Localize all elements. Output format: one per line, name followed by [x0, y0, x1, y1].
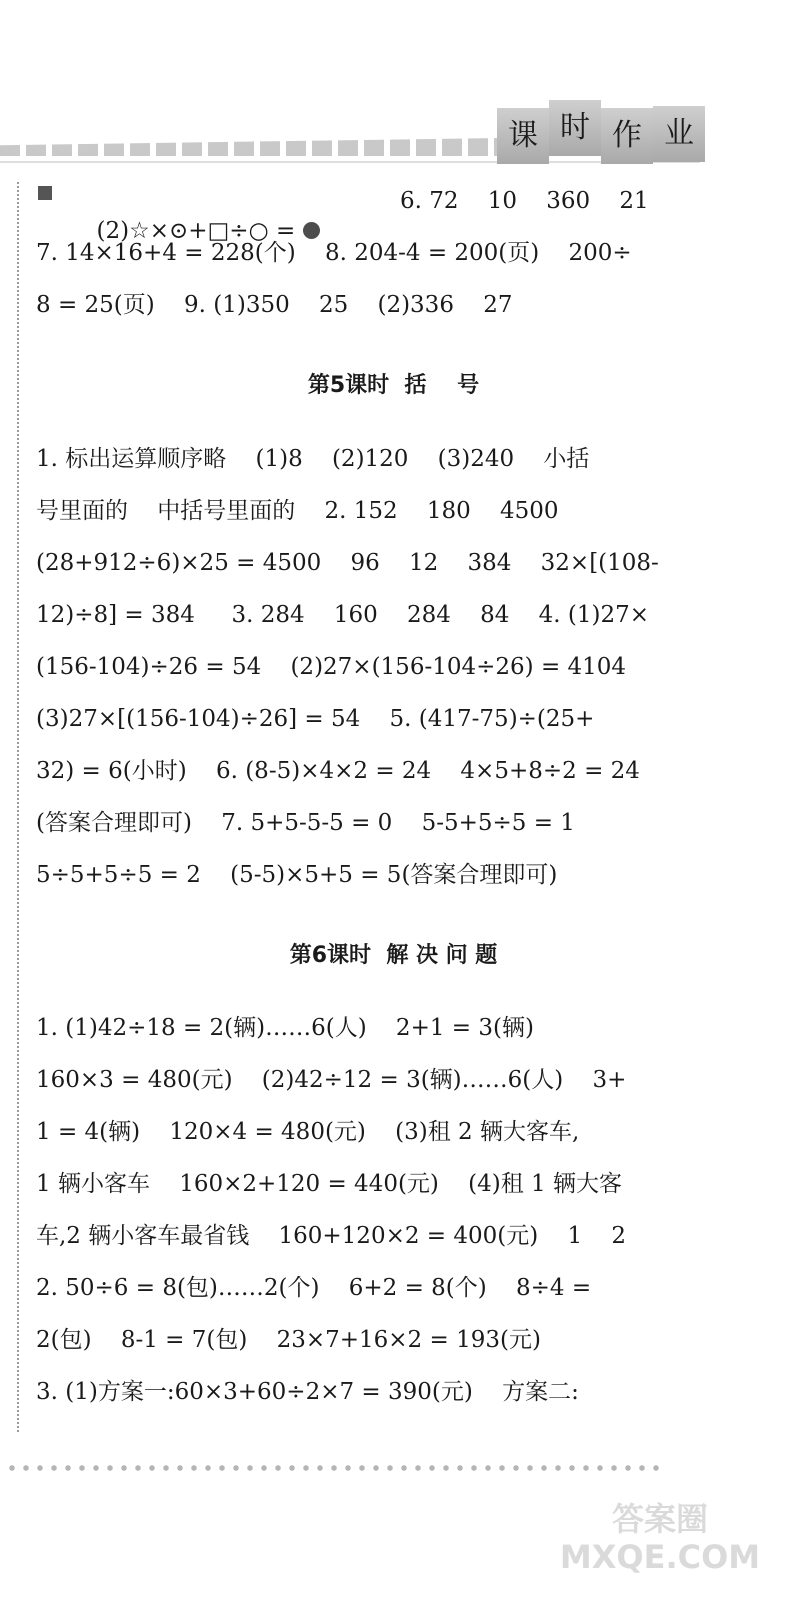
text-line: 160×3 = 480(元) (2)42÷12 = 3(辆)……6(人) 3+	[36, 1067, 627, 1093]
header-rule	[0, 161, 700, 163]
section-title: 第6课时 解 决 问 题	[289, 943, 498, 968]
text-line: (答案合理即可) 7. 5+5-5-5 = 0 5-5+5÷5 = 1	[36, 810, 575, 836]
text-line: 2. 50÷6 = 8(包)……2(个) 6+2 = 8(个) 8÷4 =	[36, 1275, 592, 1301]
text-line: 2(包) 8-1 = 7(包) 23×7+16×2 = 193(元)	[36, 1327, 541, 1353]
text-line: 8 = 25(页) 9. (1)350 25 (2)336 27	[36, 292, 513, 318]
text-line: 1. 标出运算顺序略 (1)8 (2)120 (3)240 小括	[36, 446, 590, 472]
text-line: 1 = 4(辆) 120×4 = 480(元) (3)租 2 辆大客车,	[36, 1119, 580, 1145]
black-circle-symbol	[303, 222, 320, 239]
text-line: 车,2 辆小客车最省钱 160+120×2 = 400(元) 1 2	[36, 1223, 626, 1249]
watermark-url: MXQE.COM	[559, 1538, 761, 1576]
text-line: 12)÷8] = 384 3. 284 160 284 84 4. (1)27×	[36, 602, 650, 628]
black-square-symbol	[38, 186, 52, 200]
header-tab-3: 作	[601, 108, 653, 164]
text-line: 1. (1)42÷18 = 2(辆)……6(人) 2+1 = 3(辆)	[36, 1015, 534, 1041]
text-line: 1 辆小客车 160×2+120 = 440(元) (4)租 1 辆大客	[36, 1171, 622, 1197]
watermark-logo: 答案圈	[611, 1500, 708, 1538]
text-line: (156-104)÷26 = 54 (2)27×(156-104÷26) = 4104	[36, 654, 627, 680]
text-line: (3)27×[(156-104)÷26] = 54 5. (417-75)÷(25+	[36, 706, 595, 732]
watermark	[545, 1500, 775, 1576]
section-title: 第5课时 括 号	[307, 373, 480, 398]
header-tab-4: 业	[653, 106, 705, 162]
text-line: 6. 72 10 360 21	[400, 188, 649, 214]
text-line: 号里面的 中括号里面的 2. 152 180 4500	[36, 498, 559, 524]
header-tab-1: 课	[497, 108, 549, 164]
text-line: 3. (1)方案一:60×3+60÷2×7 = 390(元) 方案二:	[36, 1379, 579, 1405]
text-line: 5÷5+5÷5 = 2 (5-5)×5+5 = 5(答案合理即可)	[36, 862, 558, 888]
text-line: 32) = 6(小时) 6. (8-5)×4×2 = 24 4×5+8÷2 = 24	[36, 758, 640, 784]
text-line: (28+912÷6)×25 = 4500 96 12 384 32×[(108-	[36, 550, 659, 576]
header-tab-2: 时	[549, 100, 601, 156]
text-line: 7. 14×16+4 = 228(个) 8. 204-4 = 200(页) 200÷	[36, 240, 632, 266]
dotted-border	[5, 1462, 665, 1474]
symbol-expression: (2)☆×⊙+□÷○ =	[74, 218, 303, 244]
text-line	[60, 186, 320, 246]
header-dash-band	[0, 138, 500, 156]
